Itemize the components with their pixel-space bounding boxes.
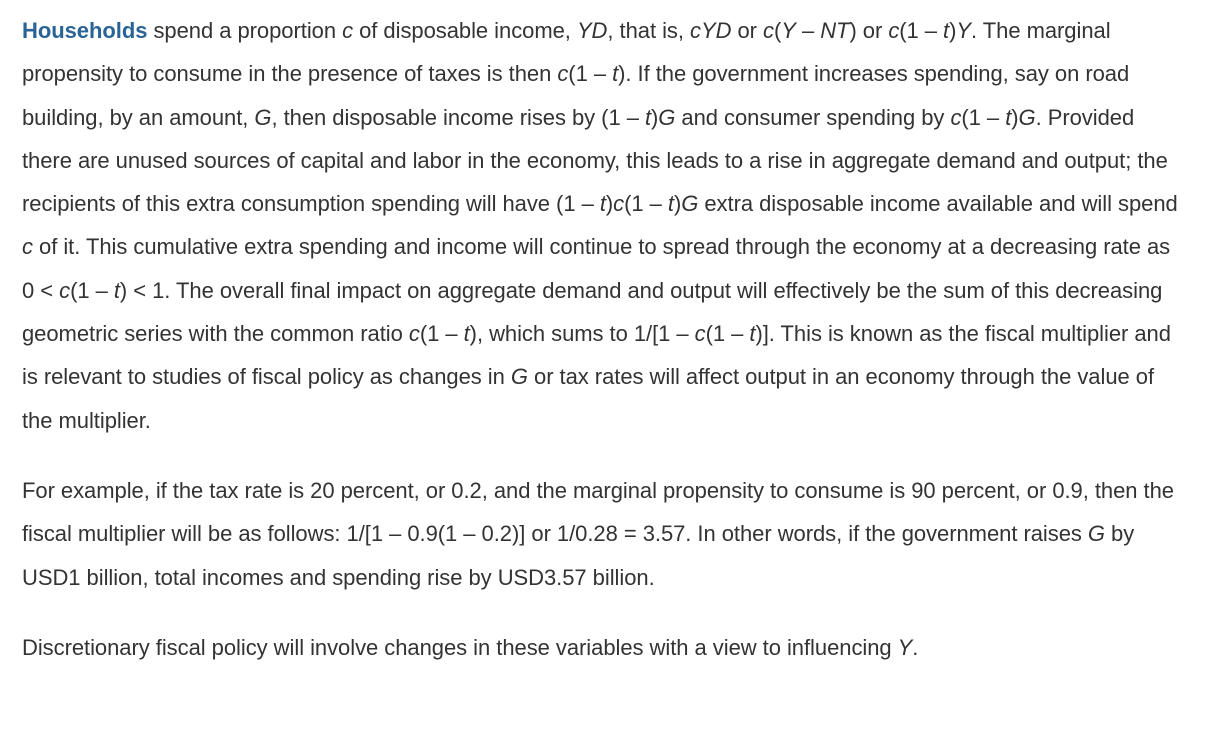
paragraph-fiscal-multiplier <box>22 9 1182 442</box>
text-segment: )]. This is known as the fiscal multiplier and is relevant to studies of fiscal policy as changes in <box>22 321 1171 390</box>
paragraph-discretionary-policy <box>22 626 1182 669</box>
math-variable: t <box>113 277 120 303</box>
text-segment: , then disposable income rises by (1 – <box>271 104 645 130</box>
text-segment: ) <box>949 18 957 43</box>
text-segment: ). If the government increases spending, say on road building, by an amount, <box>22 61 1130 130</box>
text-segment: . The marginal propensity to consume in the presence of taxes is then <box>22 18 1111 87</box>
math-variable: t <box>667 191 674 217</box>
text-segment: (1 – <box>705 321 750 347</box>
text-segment: ), which sums to 1/[1 – <box>469 321 695 347</box>
text-segment: (1 – <box>419 321 464 347</box>
text-segment: . Provided there are unused sources of capital and labor in the economy, this leads to a rise in aggregate demand and output; the recipients of this extra consumption spending will have (1 – <box>22 104 1168 217</box>
math-variable: G <box>681 191 699 217</box>
math-variable: G <box>1018 104 1036 130</box>
math-variable: c <box>557 61 569 87</box>
text-segment: or <box>731 18 764 43</box>
math-variable: c <box>59 277 71 303</box>
text-segment: or tax rates will affect output in an economy through the value of the multiplier. <box>22 364 1155 433</box>
math-variable: G <box>510 364 528 390</box>
text-segment: For example, if the tax rate is 20 percent, or 0.2, and the marginal propensity to consume is 90 percent, or 0.9, then the fiscal multiplier will be as follows: 1/[1 – 0.9(1 – 0.2)] or 1/0.28 = 3.57. In other words, if the government raises <box>22 477 1174 547</box>
text-segment: by USD1 billion, total incomes and spending rise by USD3.57 billion. <box>22 521 1135 590</box>
math-variable: YD <box>576 18 608 43</box>
text-segment: (1 – <box>568 61 613 87</box>
text-segment: (1 – <box>70 277 114 303</box>
math-variable: cYD <box>690 18 732 43</box>
text-segment: ) <box>651 104 659 130</box>
text-segment: and consumer spending by <box>675 104 951 130</box>
math-variable: c <box>763 18 774 43</box>
math-variable: G <box>658 104 676 130</box>
math-variable: t <box>749 321 756 347</box>
math-variable: t <box>644 104 651 130</box>
math-variable: Y <box>956 18 972 43</box>
math-variable: Y <box>897 634 913 660</box>
math-variable: t <box>463 321 470 347</box>
math-variable: t <box>943 18 950 43</box>
text-segment: . <box>912 634 919 660</box>
math-variable: c <box>888 18 900 43</box>
text-segment: extra disposable income available and will spend <box>698 191 1178 217</box>
math-variable: c <box>342 18 354 43</box>
text-segment: (1 – <box>624 191 668 217</box>
text-segment: of disposable income, <box>353 18 577 43</box>
math-variable: t <box>612 61 619 87</box>
math-variable: c <box>613 191 625 217</box>
text-segment: ( <box>773 18 782 43</box>
text-segment: ) <box>605 191 614 217</box>
paragraph-example <box>22 469 1182 599</box>
math-variable: G <box>1087 521 1105 547</box>
text-segment: ) < 1. The overall final impact on aggregate demand and output will effectively be the sum of this decreasing geometric series with the common ratio <box>22 277 1163 347</box>
text-segment: spend a proportion <box>147 18 343 43</box>
math-variable: G <box>254 104 272 130</box>
text-segment: Discretionary fiscal policy will involve changes in these variables with a view to influencing <box>22 634 898 660</box>
math-variable: t <box>599 191 606 217</box>
text-segment: (1 – <box>961 104 1006 130</box>
text-segment: (1 – <box>899 18 944 43</box>
math-variable: t <box>1005 104 1012 130</box>
text-segment: , that is, <box>607 18 691 43</box>
glossary-term-households[interactable]: Households <box>22 18 148 43</box>
article-body <box>22 9 1182 669</box>
math-variable: Y <box>781 18 796 43</box>
math-variable: c <box>22 234 33 260</box>
text-segment: – <box>795 18 821 43</box>
math-variable: c <box>694 321 706 347</box>
text-segment: ) <box>673 191 682 217</box>
math-variable: c <box>950 104 962 130</box>
math-variable: c <box>408 321 420 347</box>
text-segment: ) or <box>849 18 889 43</box>
math-variable: NT <box>820 18 850 43</box>
text-segment: of it. This cumulative extra spending and income will continue to spread through the economy at a decreasing rate as 0 < <box>22 234 1171 303</box>
text-segment: ) <box>1011 104 1019 130</box>
